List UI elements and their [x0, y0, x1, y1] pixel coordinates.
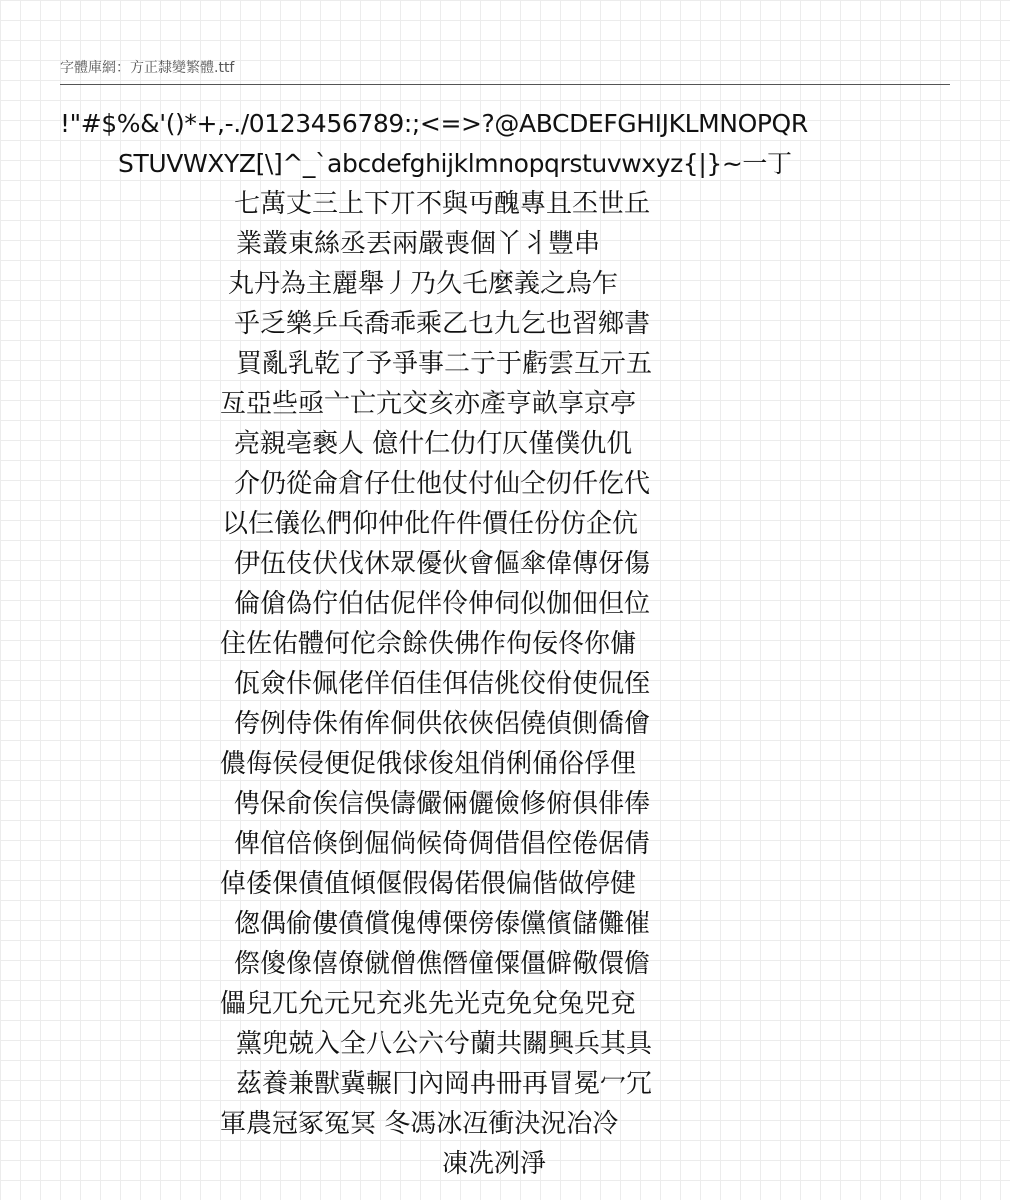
sample-line: 住佐佑體何佗佘餘佚佛作佝佞佟你傭	[220, 629, 637, 659]
sample-line: 亮親亳褻人 億什仁仂仃仄僅僕仇仉	[234, 429, 633, 459]
sample-line: 佤僉佧佩佬佯佰佳佴佶佻佼佾使侃侄	[234, 669, 651, 699]
sample-line: 侉例侍侏侑侔侗供依俠侶僥偵側僑儈	[234, 709, 651, 739]
sample-line: 業叢東絲丞丟兩嚴喪個丫丬豐串	[236, 229, 601, 259]
sample-line: 凍冼冽淨	[442, 1149, 547, 1179]
sample-line: 買亂乳乾了予爭事二亍于虧雲互亓五	[236, 349, 653, 379]
sample-line: 丸丹為主麗舉丿乃久乇麼義之烏乍	[228, 269, 619, 299]
sample-line: !"#$%&'()*+,-./0123456789:;<=>?@ABCDEFGHIJKLMNOPQR	[60, 109, 808, 138]
sample-line: 茲養兼獸冀輾冂內岡冉冊再冒冕冖冗	[236, 1069, 653, 1099]
sample-line: 亙亞些亟亠亡亢交亥亦產亨畝享京亭	[220, 389, 637, 419]
sample-line: 伊伍伎伏伐休眾優伙會傴傘偉傳伢傷	[234, 549, 651, 579]
sample-line: 以仨儀仫們仰仲仳仵件價任份仿企伉	[222, 509, 639, 539]
sample-line: 儡兒兀允元兄充兆先光克免兌兔兕兗	[220, 989, 637, 1019]
sample-line: 倫傖偽佇伯估伲伴伶伸伺似伽佃但位	[234, 589, 651, 619]
sample-line: STUVWXYZ[\]^_`abcdefghijklmnopqrstuvwxyz{|}~一丁	[118, 149, 792, 178]
font-file-title: 字體庫網：方正隸變繁體.ttf	[60, 60, 235, 76]
sample-line: 儂侮侯侵便促俄俅俊俎俏俐俑俗俘俚	[220, 749, 637, 779]
sample-line: 黨兜兢入全八公六兮蘭共關興兵其具	[236, 1029, 653, 1059]
sample-line: 倬倭倮債值傾偃假偈偌偎偏偕做停健	[220, 869, 637, 899]
sample-line: 介仍從侖倉仔仕他仗付仙仝仞仟仡代	[234, 469, 651, 499]
sample-line: 軍農冠冢冤冥 冬馮冰冱衝決況冶冷	[220, 1109, 619, 1139]
page-header	[60, 58, 950, 85]
sample-line: 傺傻像僖僚僦僧僬僭僮僳僵僻儆儇儋	[234, 949, 651, 979]
sample-line: 七萬丈三上下丌不與丏醜專且丕世丘	[234, 189, 651, 219]
sample-line: 俾倌倍倏倒倔倘候倚倜借倡倥倦倨倩	[234, 829, 651, 859]
sample-line: 乎乏樂乒乓喬乖乘乙乜九乞也習鄉書	[234, 309, 651, 339]
sample-line: 偬偶偷僂僨償傀傅傈傍傣儻儐儲儺催	[234, 909, 651, 939]
sample-line: 俜保俞俟信俁儔儼倆儷儉修俯俱俳俸	[234, 789, 651, 819]
